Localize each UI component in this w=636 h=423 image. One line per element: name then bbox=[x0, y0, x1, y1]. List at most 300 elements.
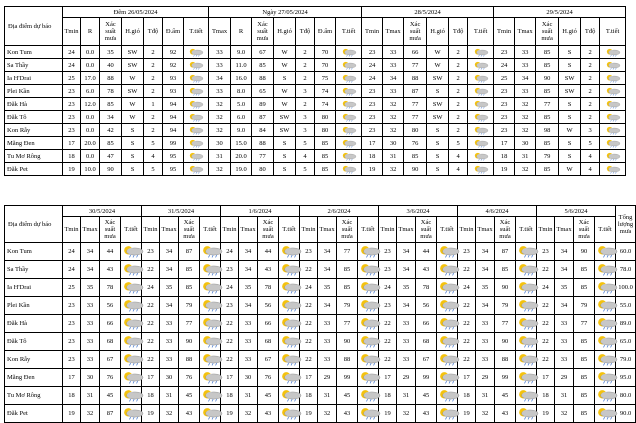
column-header: Tmax bbox=[515, 18, 536, 46]
value-cell: 18 bbox=[63, 150, 81, 163]
value-cell: 19 bbox=[494, 163, 515, 176]
value-cell: 2 bbox=[449, 124, 468, 137]
column-header: Xác suất mưa bbox=[495, 217, 516, 243]
value-cell: 22 bbox=[142, 315, 160, 333]
column-header: Tmin bbox=[537, 217, 555, 243]
location-name: Tu Mơ Rông bbox=[5, 150, 63, 163]
value-cell: 88 bbox=[252, 137, 274, 150]
value-cell: 5 bbox=[296, 137, 315, 150]
weather-cell bbox=[121, 333, 142, 351]
value-cell: 34 bbox=[383, 72, 404, 85]
value-cell: 32 bbox=[383, 163, 404, 176]
weather-cell bbox=[437, 297, 458, 315]
value-cell: 24 bbox=[142, 279, 160, 297]
column-header: Tmax bbox=[318, 217, 337, 243]
value-cell: 30 bbox=[81, 369, 100, 387]
period-header: 28/5/2024 bbox=[362, 7, 494, 18]
value-cell: 5 bbox=[581, 137, 600, 150]
total-rain-cell: 65.0 bbox=[616, 333, 636, 351]
value-cell: 85 bbox=[574, 333, 595, 351]
value-cell: 24 bbox=[221, 243, 239, 261]
value-cell: SW bbox=[427, 111, 449, 124]
value-cell: 30 bbox=[209, 137, 231, 150]
value-cell: 67 bbox=[258, 351, 279, 369]
weather-cell bbox=[184, 150, 209, 163]
value-cell: 33 bbox=[209, 59, 231, 72]
value-cell: 88 bbox=[337, 351, 358, 369]
sun-cloud-rain-icon bbox=[187, 48, 205, 57]
value-cell: 43 bbox=[100, 261, 121, 279]
location-name: Ia H'Drai bbox=[5, 279, 63, 297]
sun-cloud-rain-icon bbox=[340, 48, 358, 57]
value-cell: 77 bbox=[179, 315, 200, 333]
value-cell: SW bbox=[274, 124, 296, 137]
value-cell: 31 bbox=[515, 150, 536, 163]
value-cell: 32 bbox=[209, 98, 231, 111]
value-cell: 2 bbox=[449, 98, 468, 111]
column-header: Tđộ bbox=[449, 18, 468, 46]
value-cell: 23 bbox=[362, 124, 383, 137]
table-row bbox=[5, 279, 636, 297]
value-cell: SW bbox=[427, 72, 449, 85]
value-cell: 22 bbox=[458, 297, 476, 315]
weather-cell bbox=[437, 243, 458, 261]
value-cell: SW bbox=[559, 72, 581, 85]
value-cell: 33 bbox=[476, 351, 495, 369]
weather-cell bbox=[516, 405, 537, 423]
value-cell: 34 bbox=[239, 243, 258, 261]
weather-cell bbox=[516, 261, 537, 279]
column-header: Tmin bbox=[300, 217, 318, 243]
value-cell: 33 bbox=[555, 351, 574, 369]
column-header: Xác suất mưa bbox=[404, 18, 427, 46]
value-cell: 78 bbox=[258, 279, 279, 297]
value-cell: 23 bbox=[362, 85, 383, 98]
value-cell: 34 bbox=[81, 261, 100, 279]
weather-cell bbox=[279, 315, 300, 333]
value-cell: 99 bbox=[495, 369, 516, 387]
location-name: Tu Mơ Rông bbox=[5, 387, 63, 405]
value-cell: 68 bbox=[416, 333, 437, 351]
location-name: Kon Rẫy bbox=[5, 351, 63, 369]
value-cell: 77 bbox=[536, 98, 559, 111]
column-header: H.gió bbox=[559, 18, 581, 46]
value-cell: 12.0 bbox=[81, 98, 100, 111]
value-cell: 25 bbox=[63, 279, 81, 297]
period-header: Ngày 27/05/2024 bbox=[209, 7, 362, 18]
weather-cell bbox=[468, 124, 494, 137]
value-cell: 2 bbox=[581, 98, 600, 111]
value-cell: 0.0 bbox=[81, 46, 100, 59]
column-header: Tđộ bbox=[144, 18, 163, 46]
value-cell: 90 bbox=[574, 243, 595, 261]
weather-cell bbox=[184, 124, 209, 137]
value-cell: 34 bbox=[397, 261, 416, 279]
weather-cell bbox=[468, 163, 494, 176]
value-cell: 23 bbox=[63, 351, 81, 369]
value-cell: 18 bbox=[537, 387, 555, 405]
table-row bbox=[5, 46, 626, 59]
weather-cell bbox=[358, 333, 379, 351]
value-cell: 32 bbox=[383, 111, 404, 124]
total-rain-cell: 79.0 bbox=[616, 351, 636, 369]
column-header: H.gió bbox=[122, 18, 144, 46]
value-cell: W bbox=[274, 85, 296, 98]
value-cell: 11.0 bbox=[231, 59, 252, 72]
value-cell: 70 bbox=[315, 46, 336, 59]
value-cell: 19 bbox=[379, 405, 397, 423]
value-cell: 94 bbox=[163, 98, 184, 111]
value-cell: 35 bbox=[318, 279, 337, 297]
value-cell: 34 bbox=[100, 111, 122, 124]
column-header: Tđộ bbox=[581, 18, 600, 46]
weather-cell bbox=[595, 315, 616, 333]
weather-cell bbox=[437, 351, 458, 369]
table-row bbox=[5, 85, 626, 98]
value-cell: 95 bbox=[163, 163, 184, 176]
value-cell: 65 bbox=[252, 85, 274, 98]
value-cell: 19 bbox=[63, 405, 81, 423]
total-rain-cell: 89.0 bbox=[616, 315, 636, 333]
value-cell: 33 bbox=[81, 351, 100, 369]
sun-cloud-rain-icon bbox=[187, 61, 205, 70]
value-cell: 30 bbox=[515, 137, 536, 150]
value-cell: 35 bbox=[160, 279, 179, 297]
value-cell: S bbox=[274, 72, 296, 85]
weather-cell bbox=[600, 72, 626, 85]
value-cell: 31 bbox=[476, 387, 495, 405]
value-cell: 23 bbox=[362, 98, 383, 111]
sun-cloud-rain-icon bbox=[340, 61, 358, 70]
value-cell: 23 bbox=[63, 333, 81, 351]
weather-cell bbox=[468, 98, 494, 111]
value-cell: SW bbox=[122, 46, 144, 59]
column-header: Xác suất mưa bbox=[416, 217, 437, 243]
value-cell: 2 bbox=[581, 46, 600, 59]
weather-cell bbox=[184, 46, 209, 59]
weather-cell bbox=[600, 163, 626, 176]
value-cell: 23 bbox=[494, 46, 515, 59]
value-cell: 24 bbox=[458, 279, 476, 297]
forecast-table-long-range bbox=[4, 205, 636, 423]
value-cell: 32 bbox=[209, 124, 231, 137]
weather-cell bbox=[468, 85, 494, 98]
value-cell: 2 bbox=[581, 85, 600, 98]
value-cell: 23 bbox=[379, 261, 397, 279]
location-name: Đăk Pet bbox=[5, 405, 63, 423]
value-cell: 32 bbox=[239, 405, 258, 423]
value-cell: 33 bbox=[383, 85, 404, 98]
value-cell: SW bbox=[122, 85, 144, 98]
period-header: Đêm 26/05/2024 bbox=[63, 7, 209, 18]
value-cell: 31 bbox=[239, 387, 258, 405]
value-cell: 2 bbox=[581, 72, 600, 85]
value-cell: 90 bbox=[179, 333, 200, 351]
value-cell: 85 bbox=[495, 261, 516, 279]
value-cell: 77 bbox=[404, 98, 427, 111]
location-name: Ia H'Drai bbox=[5, 72, 63, 85]
table-row bbox=[5, 351, 636, 369]
value-cell: 16.0 bbox=[231, 72, 252, 85]
sun-cloud-rain-icon bbox=[187, 152, 205, 161]
sun-cloud-rain-icon bbox=[604, 113, 622, 122]
value-cell: W bbox=[122, 98, 144, 111]
value-cell: 9.0 bbox=[231, 124, 252, 137]
value-cell: 56 bbox=[258, 297, 279, 315]
sun-cloud-rain-icon bbox=[472, 126, 490, 135]
value-cell: 85 bbox=[536, 111, 559, 124]
weather-cell bbox=[600, 150, 626, 163]
weather-cell bbox=[358, 315, 379, 333]
value-cell: 22 bbox=[379, 333, 397, 351]
value-cell: 85 bbox=[574, 369, 595, 387]
value-cell: 85 bbox=[574, 279, 595, 297]
value-cell: 23 bbox=[494, 98, 515, 111]
value-cell: 77 bbox=[404, 59, 427, 72]
weather-cell bbox=[358, 351, 379, 369]
location-name: Plei Kần bbox=[5, 85, 63, 98]
weather-cell bbox=[595, 351, 616, 369]
value-cell: 17 bbox=[537, 369, 555, 387]
column-header: Xác suất mưa bbox=[252, 18, 274, 46]
value-cell: 32 bbox=[318, 405, 337, 423]
value-cell: 29 bbox=[555, 369, 574, 387]
weather-cell bbox=[200, 387, 221, 405]
value-cell: W bbox=[559, 163, 581, 176]
value-cell: 3 bbox=[581, 124, 600, 137]
value-cell: 34 bbox=[515, 72, 536, 85]
value-cell: 85 bbox=[337, 261, 358, 279]
weather-cell bbox=[200, 351, 221, 369]
value-cell: 32 bbox=[515, 163, 536, 176]
value-cell: 4 bbox=[449, 163, 468, 176]
weather-cell bbox=[600, 46, 626, 59]
weather-cell bbox=[336, 85, 362, 98]
sun-cloud-rain-icon bbox=[187, 100, 205, 109]
value-cell: 34 bbox=[239, 261, 258, 279]
period-header: 30/5/2024 bbox=[63, 206, 142, 217]
column-header: T.tiết bbox=[279, 217, 300, 243]
sun-cloud-rain-icon bbox=[604, 165, 622, 174]
value-cell: W bbox=[274, 98, 296, 111]
value-cell: 5 bbox=[449, 137, 468, 150]
value-cell: 24 bbox=[494, 59, 515, 72]
sun-cloud-rain-icon bbox=[604, 126, 622, 135]
table-row bbox=[5, 163, 626, 176]
weather-cell bbox=[437, 405, 458, 423]
location-name: Đăk Tô bbox=[5, 333, 63, 351]
value-cell: 56 bbox=[416, 297, 437, 315]
column-header: Tmax bbox=[397, 217, 416, 243]
sun-cloud-rain-icon bbox=[472, 100, 490, 109]
value-cell: 22 bbox=[142, 333, 160, 351]
column-header: Tmax bbox=[476, 217, 495, 243]
weather-cell bbox=[358, 405, 379, 423]
weather-cell bbox=[516, 351, 537, 369]
weather-cell bbox=[336, 46, 362, 59]
value-cell: 23 bbox=[63, 98, 81, 111]
weather-cell bbox=[468, 46, 494, 59]
value-cell: 33 bbox=[383, 46, 404, 59]
sun-cloud-rain-icon bbox=[187, 74, 205, 83]
value-cell: 23 bbox=[221, 261, 239, 279]
weather-cell bbox=[121, 369, 142, 387]
weather-cell bbox=[200, 261, 221, 279]
value-cell: 33 bbox=[397, 315, 416, 333]
value-cell: 22 bbox=[142, 261, 160, 279]
value-cell: S bbox=[559, 46, 581, 59]
weather-cell bbox=[336, 72, 362, 85]
weather-cell bbox=[200, 333, 221, 351]
weather-cell bbox=[595, 333, 616, 351]
value-cell: 31 bbox=[555, 387, 574, 405]
value-cell: 77 bbox=[404, 111, 427, 124]
location-header: Địa điểm dự báo bbox=[5, 206, 63, 243]
weather-cell bbox=[595, 279, 616, 297]
value-cell: 23 bbox=[362, 46, 383, 59]
table-row bbox=[5, 137, 626, 150]
value-cell: W bbox=[122, 111, 144, 124]
sun-cloud-rain-icon bbox=[187, 113, 205, 122]
value-cell: 2 bbox=[449, 46, 468, 59]
value-cell: 31 bbox=[397, 387, 416, 405]
value-cell: S bbox=[274, 163, 296, 176]
value-cell: W bbox=[559, 124, 581, 137]
weather-cell bbox=[121, 279, 142, 297]
column-header: Xác suất mưa bbox=[574, 217, 595, 243]
value-cell: 31 bbox=[383, 150, 404, 163]
value-cell: 43 bbox=[416, 261, 437, 279]
value-cell: 77 bbox=[495, 315, 516, 333]
column-header: R bbox=[231, 18, 252, 46]
weather-cell bbox=[595, 261, 616, 279]
period-header: 29/5/2024 bbox=[494, 7, 626, 18]
value-cell: 31 bbox=[81, 387, 100, 405]
value-cell: 4 bbox=[296, 150, 315, 163]
weather-cell bbox=[336, 111, 362, 124]
value-cell: S bbox=[122, 163, 144, 176]
value-cell: 18 bbox=[221, 387, 239, 405]
value-cell: 22 bbox=[300, 351, 318, 369]
value-cell: S bbox=[122, 124, 144, 137]
value-cell: 22 bbox=[221, 315, 239, 333]
value-cell: 22 bbox=[221, 333, 239, 351]
sun-cloud-rain-icon bbox=[604, 61, 622, 70]
weather-cell bbox=[358, 387, 379, 405]
value-cell: 17 bbox=[379, 369, 397, 387]
value-cell: 32 bbox=[383, 98, 404, 111]
column-header: Xác suất mưa bbox=[100, 217, 121, 243]
value-cell: 30 bbox=[160, 369, 179, 387]
value-cell: 32 bbox=[476, 405, 495, 423]
sun-cloud-rain-icon bbox=[472, 87, 490, 96]
value-cell: 19 bbox=[458, 405, 476, 423]
value-cell: 23 bbox=[362, 111, 383, 124]
value-cell: 35 bbox=[100, 46, 122, 59]
value-cell: 85 bbox=[536, 137, 559, 150]
value-cell: 31 bbox=[318, 387, 337, 405]
value-cell: 19 bbox=[362, 163, 383, 176]
value-cell: 2 bbox=[296, 98, 315, 111]
value-cell: 17 bbox=[494, 137, 515, 150]
value-cell: 18 bbox=[494, 150, 515, 163]
value-cell: 23 bbox=[63, 111, 81, 124]
weather-cell bbox=[336, 150, 362, 163]
value-cell: 99 bbox=[416, 369, 437, 387]
value-cell: W bbox=[274, 59, 296, 72]
value-cell: 5 bbox=[144, 163, 163, 176]
value-cell: 87 bbox=[252, 111, 274, 124]
value-cell: W bbox=[427, 59, 449, 72]
value-cell: 19 bbox=[300, 405, 318, 423]
period-header: 3/6/2024 bbox=[379, 206, 458, 217]
value-cell: 88 bbox=[252, 72, 274, 85]
value-cell: 22 bbox=[537, 333, 555, 351]
sun-cloud-rain-icon bbox=[187, 126, 205, 135]
value-cell: 24 bbox=[300, 279, 318, 297]
value-cell: 33 bbox=[318, 351, 337, 369]
column-header: Tmin bbox=[494, 18, 515, 46]
value-cell: 22 bbox=[142, 351, 160, 369]
column-header: Đ.ẩm bbox=[163, 18, 184, 46]
column-header: Xác suất mưa bbox=[179, 217, 200, 243]
value-cell: 18 bbox=[300, 387, 318, 405]
table-row bbox=[5, 297, 636, 315]
value-cell: S bbox=[122, 150, 144, 163]
value-cell: 23 bbox=[537, 243, 555, 261]
value-cell: 17 bbox=[63, 137, 81, 150]
value-cell: 34 bbox=[397, 297, 416, 315]
value-cell: 19 bbox=[142, 405, 160, 423]
value-cell: 1 bbox=[144, 98, 163, 111]
value-cell: 2 bbox=[581, 59, 600, 72]
value-cell: 2 bbox=[144, 59, 163, 72]
location-name: Đăk Hà bbox=[5, 98, 63, 111]
value-cell: 85 bbox=[315, 137, 336, 150]
value-cell: 88 bbox=[100, 72, 122, 85]
value-cell: 22 bbox=[458, 315, 476, 333]
sun-cloud-rain-icon bbox=[472, 74, 490, 83]
weather-cell bbox=[184, 72, 209, 85]
value-cell: 87 bbox=[495, 243, 516, 261]
value-cell: 24 bbox=[63, 243, 81, 261]
value-cell: 0.0 bbox=[81, 111, 100, 124]
value-cell: 35 bbox=[239, 279, 258, 297]
column-header: H.gió bbox=[427, 18, 449, 46]
value-cell: 32 bbox=[160, 405, 179, 423]
weather-cell bbox=[516, 297, 537, 315]
value-cell: 33 bbox=[397, 351, 416, 369]
value-cell: 33 bbox=[239, 333, 258, 351]
value-cell: 33 bbox=[515, 59, 536, 72]
column-header: Tmax bbox=[209, 18, 231, 46]
column-header: Tmax bbox=[383, 18, 404, 46]
value-cell: 85 bbox=[404, 150, 427, 163]
value-cell: S bbox=[274, 137, 296, 150]
value-cell: 24 bbox=[221, 279, 239, 297]
total-rain-cell: 78.0 bbox=[616, 261, 636, 279]
sun-cloud-rain-icon bbox=[472, 139, 490, 148]
value-cell: 24 bbox=[63, 59, 81, 72]
weather-cell bbox=[121, 297, 142, 315]
weather-cell bbox=[336, 98, 362, 111]
value-cell: 6.0 bbox=[81, 85, 100, 98]
value-cell: 42 bbox=[100, 124, 122, 137]
column-header: T.tiết bbox=[600, 18, 626, 46]
weather-cell bbox=[358, 297, 379, 315]
value-cell: 18 bbox=[362, 150, 383, 163]
weather-cell bbox=[600, 111, 626, 124]
